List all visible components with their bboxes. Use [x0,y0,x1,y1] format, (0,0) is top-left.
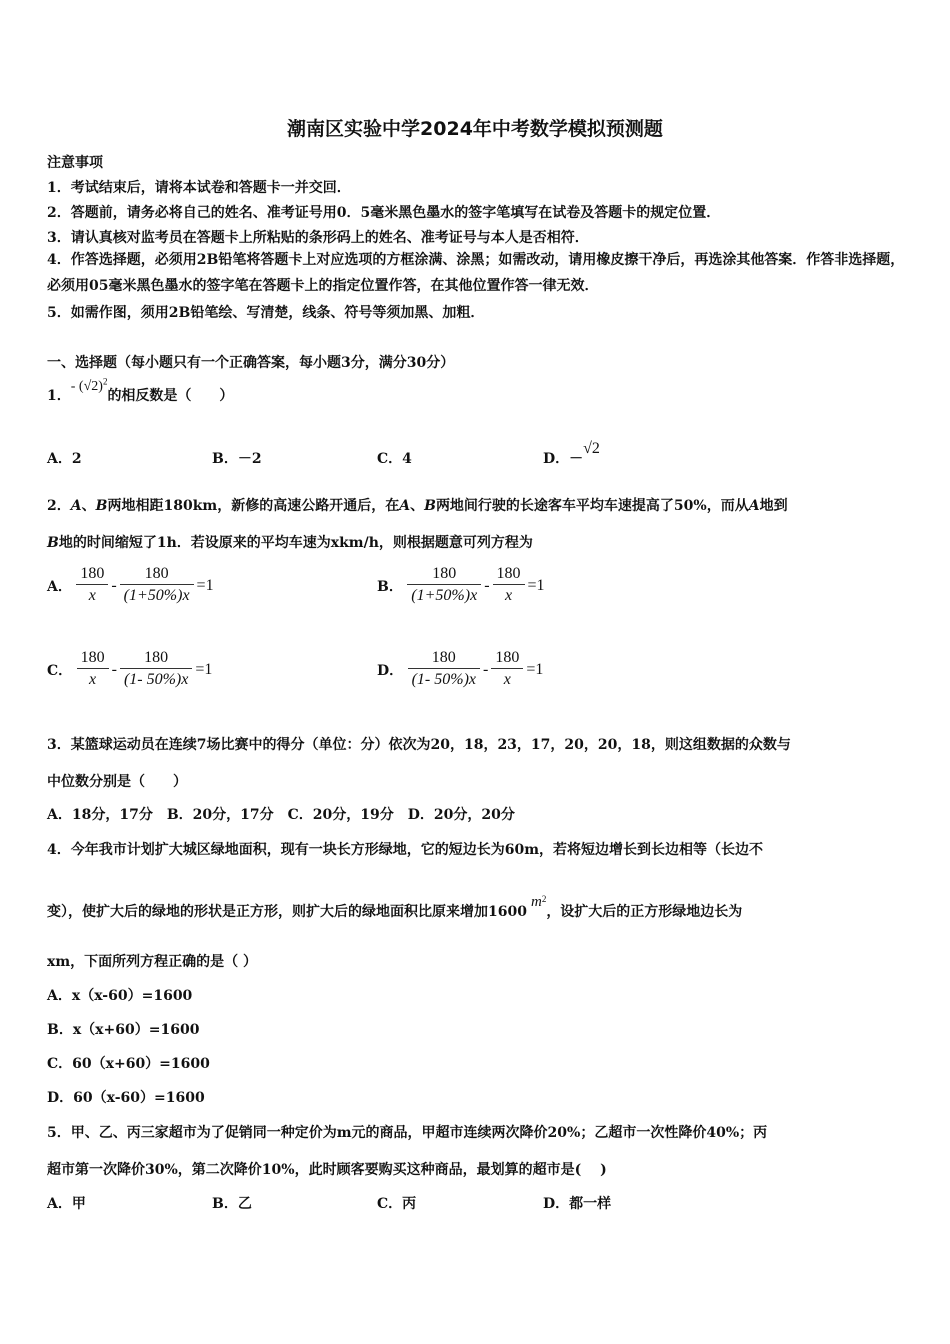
fraction: $\frac{180}{(1- 50\%)x}$ [120,648,192,691]
question-5-line2: 超市第一次降价30%，第二次降价10%，此时顾客要购买这种商品，最划算的超市是( ) [47,1162,607,1178]
fraction: $\frac{180}{(1- 50\%)x}$ [408,648,480,691]
question-5-line1: 5．甲、乙、丙三家超市为了促销同一种定价为m元的商品，甲超市连续两次降价20%；乙超市一次性降价40%；丙 [47,1125,768,1141]
question-2-line1: 2．A、B两地相距180km，新修的高速公路开通后，在A、B两地间行驶的长途客车平均车速提高了50%，而从A地到 [47,498,788,514]
notice-heading: 注意事项 [47,155,103,171]
option-c: C．4 [377,451,412,467]
option-a: A． $\frac{180}{x}$ - $\frac{180}{(1+50\%)x}$ =1 [47,564,217,607]
question-3-line1: 3．某篮球运动员在连续7场比赛中的得分（单位：分）依次为20，18，23，17，20，20，18，则这组数据的众数与 [47,737,791,753]
question-2-line2: B地的时间缩短了1h．若设原来的平均车速为xkm/h，则根据题意可列方程为 [47,535,533,551]
option-d: D．－√2 [543,440,600,467]
question-3-options: A．18分，17分 B．20分，17分 C．20分，19分 D．20分，20分 [47,807,515,823]
notice-item: 5．如需作图，须用2B铅笔绘、写清楚，线条、符号等须加黑、加粗． [47,305,485,321]
option-a: A．2 [47,451,82,467]
question-4-line1: 4．今年我市计划扩大城区绿地面积，现有一块长方形绿地，它的短边长为60m，若将短边增长到长边相等（长边不 [47,842,764,858]
option-d: D．60（x-60）=1600 [47,1090,205,1106]
notice-item: 4．作答选择题，必须用2B铅笔将答题卡上对应选项的方框涂满、涂黑；如需改动，请用橡皮擦干净后，再选涂其他答案．作答非选择题，必须用05毫米黑色墨水的签字笔在答题卡上的指定位置作答，在其他位置作答一律无效． [47,252,905,294]
notice-item: 1．考试结束后，请将本试卷和答题卡一并交回． [47,180,351,196]
question-4-line2: 变），使扩大后的绿地的形状是正方形，则扩大后的绿地面积比原来增加$1600m^2$，设扩大后的正方形绿地边长为 [47,894,743,920]
option-a: A．x（x-60）=1600 [47,988,193,1004]
fraction: $\frac{180}{(1+50\%)x}$ [120,564,194,607]
option-d: D．都一样 [543,1196,612,1212]
notice-item: 2．答题前，请务必将自己的姓名、准考证号用0．5毫米黑色墨水的签字笔填写在试卷及答题卡的规定位置． [47,205,721,221]
question-3-line2: 中位数分别是（ ） [47,774,187,790]
section-heading: 一、选择题（每小题只有一个正确答案，每小题3分，满分30分） [47,355,455,371]
page-title: 潮南区实验中学2024年中考数学模拟预测题 [287,118,663,140]
option-b: B．乙 [212,1196,252,1212]
option-b: B．x（x+60）=1600 [47,1022,200,1038]
fraction: $\frac{180}{x}$ [76,564,108,607]
option-a: A．甲 [47,1196,86,1212]
option-c: C．丙 [377,1196,417,1212]
question-1: 1．- $(√2)^2$的相反数是（ ） [47,376,234,404]
option-c: C． $\frac{180}{x}$ - $\frac{180}{(1- 50\%)x}$ =1 [47,648,215,691]
option-d: D． $\frac{180}{(1- 50\%)x}$ - $\frac{180}{x}$ =1 [377,648,546,691]
fraction: $\frac{180}{x}$ [491,648,523,691]
option-b: B． $\frac{180}{(1+50\%)x}$ - $\frac{180}{x}$ =1 [377,564,548,607]
fraction: $\frac{180}{x}$ [493,564,525,607]
fraction: $\frac{180}{x}$ [77,648,109,691]
question-4-line3: xm，下面所列方程正确的是（ ） [47,954,258,970]
option-b: B．－2 [212,451,262,467]
option-c: C．60（x+60）=1600 [47,1056,210,1072]
notice-item: 3．请认真核对监考员在答题卡上所粘贴的条形码上的姓名、准考证号与本人是否相符． [47,230,589,246]
fraction: $\frac{180}{(1+50\%)x}$ [407,564,481,607]
